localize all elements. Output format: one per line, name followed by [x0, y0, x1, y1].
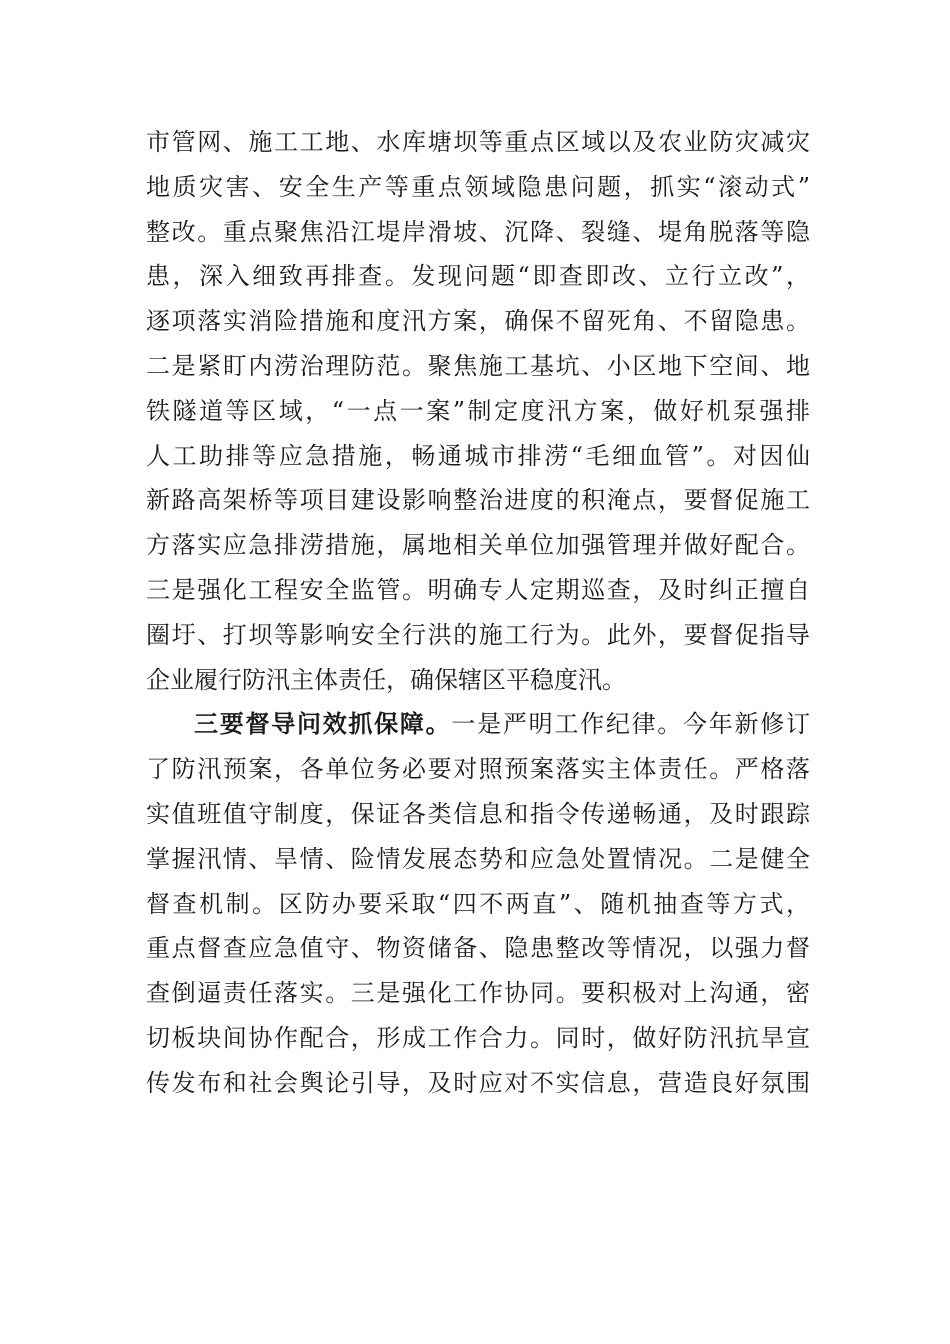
text-line: 查倒逼责任落实。三是强化工作协同。要积极对上沟通，密 [146, 979, 810, 1008]
text-line: 二是紧盯内涝治理防范。聚焦施工基坑、小区地下空间、地 [146, 351, 810, 380]
text-line: 圈圩、打坝等影响安全行洪的施工行为。此外，要督促指导 [146, 620, 810, 649]
paragraph-section-three [146, 702, 810, 1105]
text-line: 传发布和社会舆论引导，及时应对不实信息，营造良好氛围 [146, 1068, 810, 1097]
text-line: 掌握汛情、旱情、险情发展态势和应急处置情况。二是健全 [146, 844, 810, 873]
text-line: 市管网、施工工地、水库塘坝等重点区域以及农业防灾减灾 [146, 128, 810, 156]
text-line: 地质灾害、安全生产等重点领域隐患问题，抓实“滚动式” [146, 172, 810, 201]
text-line: 人工助排等应急措施，畅通城市排涝“毛细血管”。对因仙 [146, 441, 810, 470]
first-line-text: 一是严明工作纪律。今年新修订 [451, 710, 810, 739]
text-line: 患，深入细致再排查。发现问题“即查即改、立行立改”， [146, 262, 810, 291]
text-line: 实值班值守制度，保证各类信息和指令传递畅通，及时跟踪 [146, 799, 810, 828]
text-line: 督查机制。区防办要采取“四不两直”、随机抽查等方式， [146, 889, 810, 918]
paragraph-continuation [146, 120, 810, 702]
text-line: 重点督查应急值守、物资储备、隐患整改等情况，以强力督 [146, 934, 810, 963]
section-heading: 三要督导问效抓保障。 [194, 710, 452, 739]
text-line: 三是强化工程安全监管。明确专人定期巡查，及时纠正擅自 [146, 575, 810, 604]
text-line-first [146, 702, 810, 747]
text-line: 逐项落实消险措施和度汛方案，确保不留死角、不留隐患。 [146, 307, 810, 336]
body-text [146, 120, 810, 1106]
text-line: 方落实应急排涝措施，属地相关单位加强管理并做好配合。 [146, 531, 810, 560]
text-line: 整改。重点聚焦沿江堤岸滑坡、沉降、裂缝、堤角脱落等隐 [146, 217, 810, 246]
text-line: 铁隧道等区域，“一点一案”制定度汛方案，做好机泵强排 [146, 396, 810, 425]
text-line: 切板块间协作配合，形成工作合力。同时，做好防汛抗旱宣 [146, 1023, 810, 1052]
text-line: 企业履行防汛主体责任，确保辖区平稳度汛。 [146, 665, 626, 694]
text-line: 了防汛预案，各单位务必要对照预案落实主体责任。严格落 [146, 755, 810, 784]
text-line: 新路高架桥等项目建设影响整治进度的积淹点，要督促施工 [146, 486, 810, 515]
